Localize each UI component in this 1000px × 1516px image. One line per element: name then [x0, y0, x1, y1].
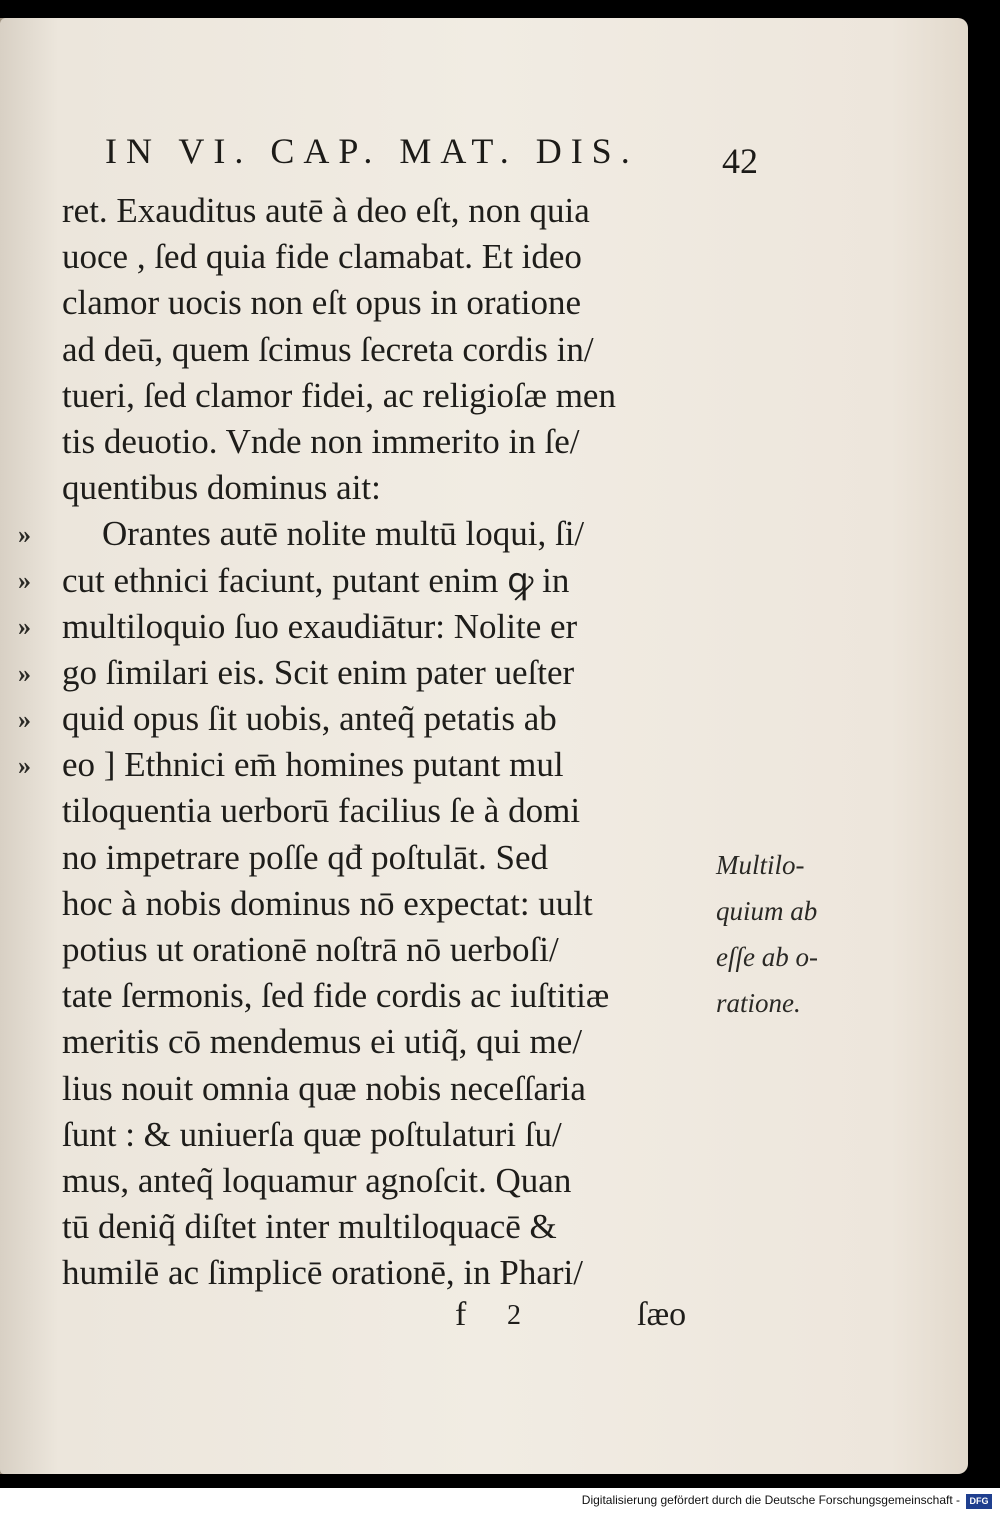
- text-line: cut ethnici faciunt, putant enim ꝙ in: [62, 560, 570, 600]
- text-line: tū deniq̃ diſtet inter multiloquacē &: [62, 1207, 557, 1247]
- marginal-note-line: quium ab: [716, 896, 818, 926]
- text-line: quentibus dominus ait:: [62, 468, 381, 508]
- quotation-mark: »: [18, 612, 31, 642]
- signature-line: [455, 1296, 715, 1340]
- marginal-note-line: Multilo-: [716, 850, 805, 880]
- marginal-note-line: ratione.: [716, 988, 801, 1018]
- text-line: no impetrare poſſe qđ poſtulāt. Sed: [62, 837, 549, 877]
- text-line: tis deuotio. Vnde non immerito in ſe/: [62, 421, 580, 461]
- text-line: go ſimilari eis. Scit enim pater ueſter: [62, 652, 575, 692]
- marginal-note: [716, 842, 846, 1026]
- marginal-note-line: eſſe ab o-: [716, 942, 818, 972]
- text-line: potius ut orationē noſtrā nō uerboſi/: [62, 930, 559, 969]
- signature-mark: f: [455, 1296, 467, 1333]
- text-line: tiloquentia uerborū facilius ſe à domi: [62, 791, 581, 831]
- quotation-mark: »: [18, 750, 31, 780]
- signature-number: 2: [507, 1300, 521, 1331]
- funding-credit: Digitalisierung gefördert durch die Deutsche Forschungsgemeinschaft -: [581, 1493, 960, 1507]
- text-line: uoce , ſed quia fide clamabat. Et ideo: [62, 237, 582, 277]
- quotation-mark: »: [18, 566, 31, 596]
- text-line: eo ] Ethnici em̄ homines putant mul: [62, 745, 564, 785]
- text-line: clamor uocis non eſt opus in oratione: [62, 283, 582, 323]
- text-line: multiloquio ſuo exaudiātur: Nolite er: [62, 606, 578, 646]
- text-line: lius nouit omnia quæ nobis neceſſaria: [62, 1068, 586, 1108]
- text-line: Orantes autē nolite multū loqui, ſi/: [102, 514, 585, 554]
- text-line: meritis cō mendemus ei utiq̃, qui me/: [62, 1022, 583, 1062]
- folio-number: 42: [722, 141, 758, 181]
- quotation-mark: »: [18, 658, 31, 688]
- running-head: IN VI. CAP. MAT. DIS.: [105, 131, 639, 171]
- quotation-mark: »: [18, 704, 31, 734]
- text-line: mus, anteq̃ loquamur agnoſcit. Quan: [62, 1160, 572, 1200]
- catchword: ſæo: [637, 1296, 687, 1333]
- quotation-marks-column: [18, 512, 58, 789]
- footer-bar: [0, 1488, 1000, 1516]
- dfg-logo-icon: DFG: [966, 1494, 992, 1509]
- text-block: [62, 188, 712, 1297]
- quotation-mark: »: [18, 520, 31, 549]
- text-line: ſunt : & uniuerſa quæ poſtulaturi ſu/: [62, 1114, 562, 1154]
- text-line: quid opus ſit uobis, anteq̃ petatis ab: [62, 699, 557, 739]
- text-line: tate ſermonis, ſed fide cordis ac iuſtitiæ: [62, 976, 610, 1016]
- text-line: humilē ac ſimplicē orationē, in Phari/: [62, 1253, 583, 1293]
- text-line: ret. Exauditus autē à deo eſt, non quia: [62, 191, 590, 230]
- text-line: tueri, ſed clamor fidei, ac religioſæ men: [62, 375, 616, 415]
- text-line: ad deū, quem ſcimus ſecreta cordis in/: [62, 329, 594, 369]
- text-line: hoc à nobis dominus nō expectat: uult: [62, 883, 593, 923]
